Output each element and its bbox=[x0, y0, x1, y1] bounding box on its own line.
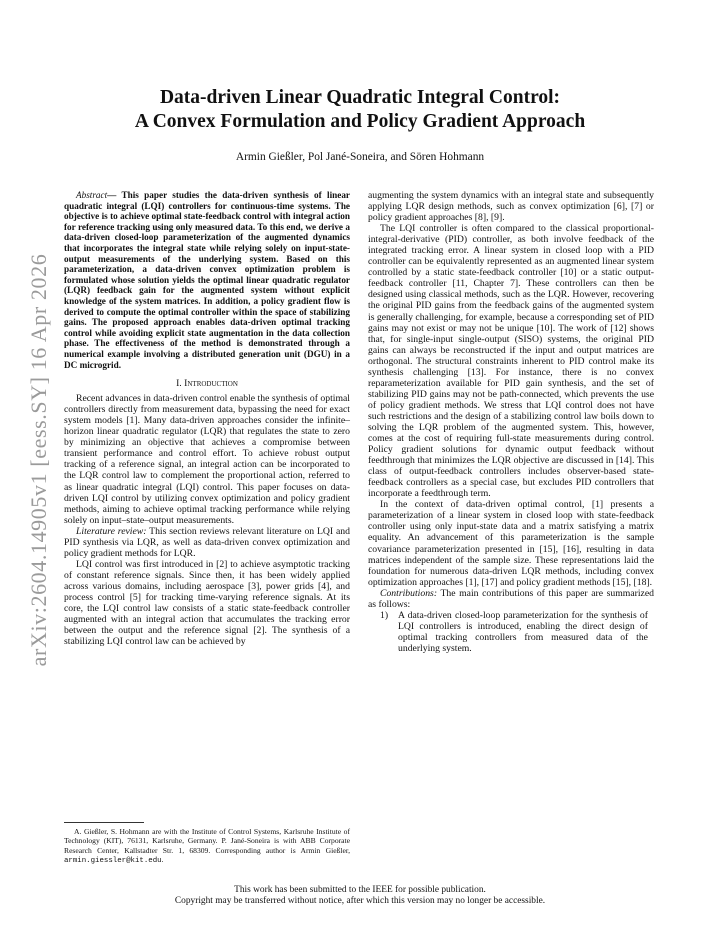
arxiv-sidebar bbox=[0, 0, 62, 932]
abstract-label: Abstract bbox=[76, 190, 108, 200]
right-paragraph-data-driven: In the context of data-driven optimal control, [1] presents a parameterization of a linear system in closed loop with state-feedback controller using only input-state data and a matrix satisfying a matrix equality. An advancement of this parameterization is the sample covariance parameterization presented in [15], [16], resulting in data matrices independent of the sample size. These representations laid the foundation for numerous data-driven LQR methods, including convex optimization approaches [1], [17] and policy gradient methods [15], [18]. bbox=[368, 499, 654, 588]
abstract bbox=[64, 190, 350, 370]
title-line-1: Data-driven Linear Quadratic Integral Control: bbox=[159, 87, 561, 108]
lit-review-label: Literature review: bbox=[76, 525, 147, 537]
right-paragraph-continued: augmenting the system dynamics with an integral state and subsequently applying LQR design methods, such as convex optimization [6], [7] or policy gradient approaches [8], [9]. bbox=[368, 190, 654, 224]
lit-review-paragraph bbox=[64, 526, 350, 559]
contributions-text: The main contributions of this paper are summarized as follows: bbox=[368, 587, 654, 610]
lit-review-text: This section reviews relevant literature on LQI and PID synthesis via LQR, as well as data-driven convex optimization and policy gradient methods for LQR. bbox=[64, 525, 350, 559]
right-paragraph-pid: The LQI controller is often compared to the classical proportional-integral-derivative (PID) controller, as both involve feedback of the integrated tracking error. A linear system in closed loop with a PID controller can be equivalently represented as an augmented linear system controlled by a static state-feedback controller [10] or a static output-feedback controller [11, Chapter 7]. These controllers can then be designed using classical methods, such as the LQR. However, recovering the original PID gains from the feedback gains of the augmented system is generally challenging, for example, because a corresponding set of PID gains may not exist or may not be unique [10]. The work of [12] shows that, for single-input single-output (SISO) systems, the original PID gains can always be reconstructed if the input and output matrices are orthogonal. The structural constraints inherent to PID control make its synthesis challenging [13]. For instance, there is no convex reparameterization available for PID gain synthesis, and the set of stabilizing PID gains may not be path-connected, which prevents the use of policy gradient methods. We stress that LQI control does not have such restrictions and the design of a stabilizing control law boils down to solving the LQR problem of the augmented system. This, however, comes at the cost of requiring full-state measurements during control. Policy gradient solutions for dynamic output feedback without feedthrough that minimizes the LQR objective are discussed in [14]. This class of output-feedback controllers includes observer-based state-feedback controllers as a special case, but excludes PID controllers that incorporate a feedthrough term. bbox=[368, 223, 654, 500]
contributions-list bbox=[368, 610, 654, 654]
footnote-affiliations: A. Gießler, S. Hohmann are with the Institute of Control Systems, Karlsruhe Institute of Technology (KIT), 76131, Karlsruhe, Germany. P. Jané-Soneira is with ABB Corporate Research Center, Kallstadter Str. 1, 68309. Corresponding author is Armin Gießler, bbox=[64, 827, 350, 855]
footnote bbox=[64, 822, 350, 866]
contributions-paragraph bbox=[368, 588, 654, 610]
lqi-paragraph: LQI control was first introduced in [2] to achieve asymptotic tracking of constant reference signals. Since then, it has been widely applied across various domains, including aerospace [3], power grids [4], and process control [5] for tracking time-varying reference signals. At its core, the LQI control law consists of a static state-feedback controller augmented with an integral action that accumulates the tracking error between the output and the reference signal [2]. The synthesis of a stabilizing LQI control law can be achieved by bbox=[64, 558, 350, 648]
footer-line-1: This work has been submitted to the IEEE for possible publication. bbox=[234, 885, 486, 895]
abstract-text: — This paper studies the data-driven synthesis of linear quadratic integral (LQI) controllers for continuous-time systems. The objective is to achieve optimal state-feedback control with integral action for reference tracking using only measured data. To this end, we derive a data-driven closed-loop parameterization of the augmented dynamics that incorporates the integral state while relying solely on input-state-output measurements of the underlying system. Based on this parameterization, a data-driven convex optimization problem is formulated whose solution yields the optimal linear quadratic regulator (LQR) feedback gain for the augmented system without explicit knowledge of the system matrices. In addition, a policy gradient flow is derived to compute the optimal controller within the space of stabilizing gains. The proposed approach enables data-driven optimal tracking control while avoiding explicit state augmentation in the data collection phase. The effectiveness of the method is demonstrated through a numerical example involving a distributed generation unit (DGU) in a DC microgrid. bbox=[64, 190, 350, 370]
contribution-number: 1) bbox=[380, 609, 389, 621]
contributions-label: Contributions: bbox=[380, 587, 438, 599]
footnote-email[interactable]: armin.giessler@kit.edu bbox=[64, 856, 162, 865]
left-column bbox=[64, 190, 350, 647]
footnote-text: A. Gießler, S. Hohmann are with the Institute of Control Systems, Karlsruhe Institute of Technology (KIT), 76131, Karlsruhe, Germany. P. Jané-Soneira is with ABB Corporate Research Center, Kallstadter Str. 1, 68309. Corresponding author is Armin Gießler, armin.giessler@kit.edu. bbox=[64, 827, 350, 865]
contribution-text: A data-driven closed-loop parameterization for the synthesis of LQI controllers is introduced, enabling the direct design of optimal tracking controllers from measured data of the underlying system. bbox=[398, 609, 648, 654]
title-line-2: A Convex Formulation and Policy Gradient Approach bbox=[134, 111, 586, 132]
arxiv-identifier[interactable]: arXiv:2604.14905v1 [eess.SY] 16 Apr 2026 bbox=[26, 253, 51, 667]
contribution-item bbox=[368, 610, 654, 654]
intro-paragraph: Recent advances in data-driven control enable the synthesis of optimal controllers directly from measurement data, bypassing the need for exact system models [1]. Many data-driven approaches consider the infinite–horizon linear quadratic regulator (LQR) that regulates the state to zero by minimizing an objective that achieves a compromise between transient performance and control effort. To achieve robust output tracking of a reference signal, an integral action can be incorporated to the LQR control law to complement the proportional action, referred to as linear quadratic integral (LQI) control. This paper focuses on data-driven LQI control by utilizing convex optimization and policy gradient methods, aiming to achieve optimal tracking performance while relying solely on input–state–output measurements. bbox=[64, 393, 350, 526]
right-column bbox=[368, 190, 654, 654]
section-heading: I. Introduction bbox=[176, 378, 238, 390]
footer-line-2: Copyright may be transferred without notice, after which this version may no longer be accessible. bbox=[174, 896, 546, 906]
footnote-rule bbox=[64, 822, 144, 823]
paper-title bbox=[70, 86, 650, 134]
page-footer bbox=[70, 885, 650, 907]
author-list: Armin Gießler, Pol Jané-Soneira, and Sören Hohmann bbox=[235, 151, 485, 163]
